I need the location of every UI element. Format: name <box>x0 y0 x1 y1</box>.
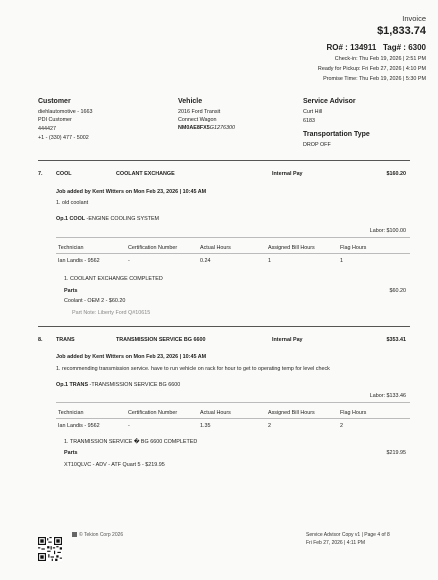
cell-actual-hours: 0.24 <box>200 258 211 264</box>
th-technician: Technician <box>58 410 84 416</box>
vehicle-line-2: Connect Wagon <box>178 117 217 123</box>
job-number: 8. <box>38 337 43 343</box>
op-desc: -ENGINE COOLING SYSTEM <box>85 216 160 222</box>
footer-copyright <box>72 532 123 538</box>
completed-note: 1. COOLANT EXCHANGE COMPLETED <box>64 276 163 282</box>
th-flag-hours: Flag Hours <box>340 245 367 251</box>
invoice-total: $1,833.74 <box>377 25 426 37</box>
th-bill-hours: Assigned Bill Hours <box>268 245 315 251</box>
customer-line-1: diehlautomotive - 1663 <box>38 109 93 115</box>
job-added-by: Job added by Kent Witters on Mon Feb 23, 2026 | 10:45 AM <box>56 189 207 195</box>
part-note: Part Note: Liberty Ford Q#10615 <box>72 310 151 316</box>
ro-number: 134911 <box>350 43 377 52</box>
table-divider <box>56 253 410 254</box>
job-concern: 1. old coolant <box>56 200 89 206</box>
advisor-heading: Service Advisor <box>303 98 356 105</box>
tekion-logo-icon <box>72 532 77 537</box>
job-name: TRANSMISSION SERVICE BG 6600 <box>116 337 206 343</box>
th-actual-hours: Actual Hours <box>200 245 231 251</box>
part-line: Coolant - OEM 2 - $60.20 <box>64 298 126 304</box>
job-added-by: Job added by Kent Witters on Mon Feb 23, 2026 | 10:45 AM <box>56 354 207 360</box>
divider <box>38 326 410 327</box>
parts-label: Parts <box>64 288 78 294</box>
th-flag-hours: Flag Hours <box>340 410 367 416</box>
cell-flag-hours: 1 <box>340 258 343 264</box>
parts-total: $60.20 <box>389 288 406 294</box>
th-bill-hours: Assigned Bill Hours <box>268 410 315 416</box>
divider <box>38 160 410 161</box>
ro-tag-line <box>326 43 426 52</box>
cell-bill-hours: 1 <box>268 258 271 264</box>
job-total: $353.41 <box>386 337 406 343</box>
tag-label: Tag# : <box>383 43 406 52</box>
vehicle-line-1: 2016 Ford Transit <box>178 109 221 115</box>
qr-code-icon <box>38 537 62 561</box>
document-title: Invoice <box>402 14 426 23</box>
job-total: $160.20 <box>386 171 406 177</box>
th-certification: Certification Number <box>128 410 178 416</box>
cell-technician: Ian Landis - 9562 <box>58 423 100 429</box>
job-name: COOLANT EXCHANGE <box>116 171 175 177</box>
vehicle-vin <box>178 125 235 131</box>
cell-certification: - <box>128 423 130 429</box>
job-concern: 1. recommending transmission service. have to run vehicle on rack for hour to get to operating temp for level check <box>56 366 330 372</box>
th-technician: Technician <box>58 245 84 251</box>
customer-line-2: PDI Customer <box>38 117 72 123</box>
table-divider <box>56 418 410 419</box>
job-code: TRANS <box>56 337 75 343</box>
labor-amount: Labor: $100.00 <box>369 228 406 234</box>
tag-number: 6300 <box>408 43 426 52</box>
promise-time: Promise Time: Thu Feb 19, 2026 | 5:30 PM <box>323 76 426 82</box>
table-divider <box>56 402 410 403</box>
vin-prefix: NM0AE8FX5 <box>178 125 210 131</box>
cell-bill-hours: 2 <box>268 423 271 429</box>
job-pay-type: Internal Pay <box>272 337 303 343</box>
parts-label: Parts <box>64 450 78 456</box>
advisor-name: Curt Hill <box>303 109 323 115</box>
completed-note: 1. TRANMISSION SERVICE � BG 6600 COMPLETED <box>64 439 198 445</box>
table-divider <box>56 237 410 238</box>
job-code: COOL <box>56 171 72 177</box>
copyright-text: © Tekion Corp 2026 <box>79 532 124 538</box>
job-pay-type: Internal Pay <box>272 171 303 177</box>
customer-line-3: 444427 <box>38 126 56 132</box>
ready-time: Ready for Pickup: Fri Feb 27, 2026 | 4:10 PM <box>317 66 426 72</box>
footer-copy-line-2: Fri Feb 27, 2026 | 4:11 PM <box>306 540 366 546</box>
th-actual-hours: Actual Hours <box>200 410 231 416</box>
transport-type: DROP OFF <box>303 142 331 148</box>
op-code: Op.1 TRANS <box>56 382 89 388</box>
checkin-time: Check-in: Thu Feb 19, 2026 | 2:51 PM <box>334 56 426 62</box>
cell-flag-hours: 2 <box>340 423 343 429</box>
cell-certification: - <box>128 258 130 264</box>
cell-actual-hours: 1.35 <box>200 423 211 429</box>
op-desc: -TRANSMISSION SERVICE BG 6600 <box>88 382 181 388</box>
op-code: Op.1 COOL <box>56 216 86 222</box>
advisor-id: 6183 <box>303 118 315 124</box>
parts-total: $219.95 <box>386 450 406 456</box>
op-line <box>56 382 180 388</box>
th-certification: Certification Number <box>128 245 178 251</box>
customer-heading: Customer <box>38 98 71 105</box>
job-number: 7. <box>38 171 43 177</box>
vin-suffix: G1276300 <box>209 125 235 131</box>
transport-heading: Transportation Type <box>303 131 370 138</box>
part-line: XT10QLVC - ADV - ATF Quart 5 - $219.95 <box>64 462 165 468</box>
customer-phone: +1 - (330) 477 - 5002 <box>38 135 89 141</box>
vehicle-heading: Vehicle <box>178 98 203 105</box>
labor-amount: Labor: $133.46 <box>369 393 406 399</box>
cell-technician: Ian Landis - 9562 <box>58 258 100 264</box>
op-line <box>56 216 159 222</box>
ro-label: RO# : <box>326 43 348 52</box>
footer-copy-line-1: Service Advisor Copy v1 | Page 4 of 8 <box>306 532 390 538</box>
